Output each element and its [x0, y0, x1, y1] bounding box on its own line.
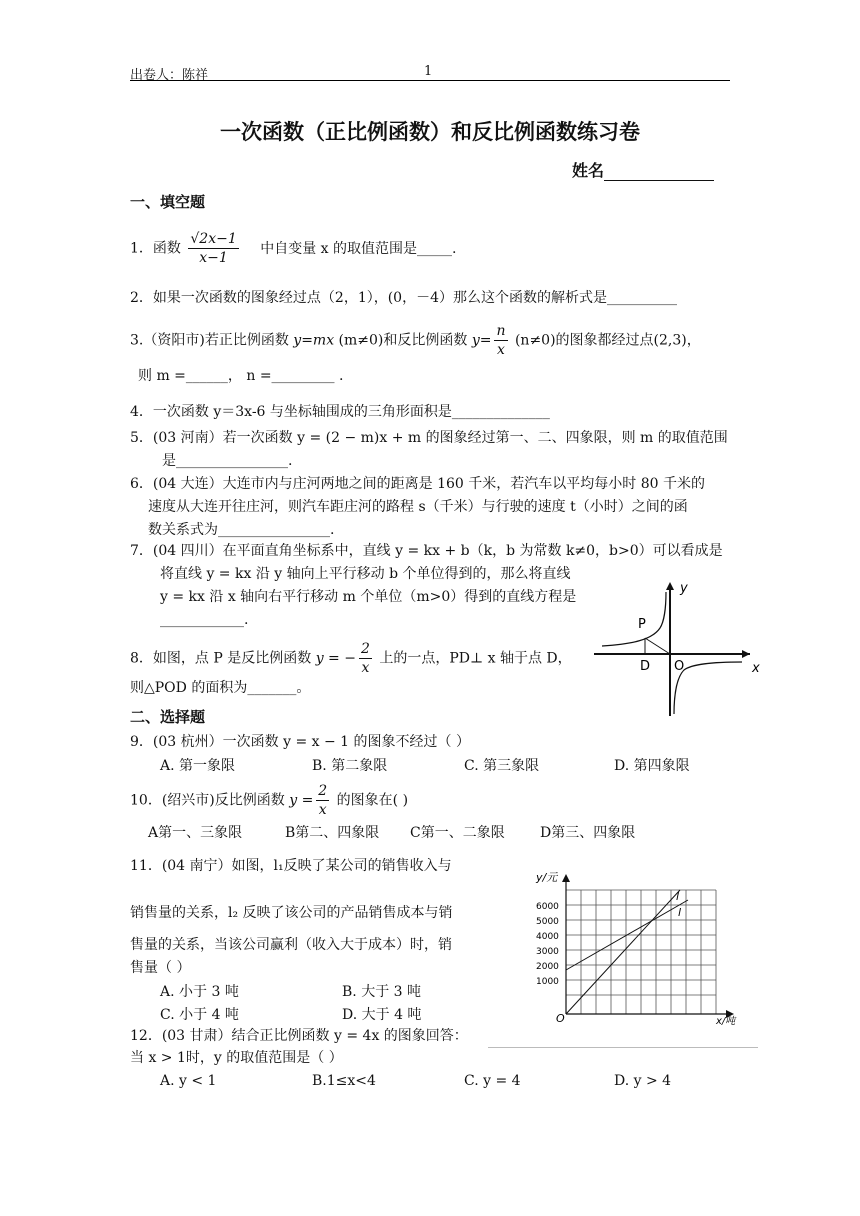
q11-option-c[interactable]: C. 小于 4 吨 [160, 1007, 239, 1023]
q9-option-b[interactable]: B. 第二象限 [312, 758, 388, 774]
label-l1: l [676, 890, 680, 903]
page-title: 一次函数（正比例函数）和反比例函数练习卷 [220, 120, 640, 144]
q3-fraction [494, 322, 507, 359]
q12-option-b[interactable]: B.1≤x<4 [312, 1073, 376, 1089]
q12-option-a[interactable]: A. y < 1 [160, 1073, 217, 1089]
question-8-line2: 则△POD 的面积为_______。 [130, 680, 311, 696]
question-6-line3: 数关系式为________________. [148, 522, 335, 538]
q1-prefix: 1．函数 [130, 240, 181, 257]
label-o: O [674, 659, 685, 674]
name-blank [604, 164, 714, 181]
question-2: 2．如果一次函数的图象经过点（2，1），(0，－4）那么这个函数的解析式是__________ [130, 290, 677, 306]
q10-option-a[interactable]: A第一、三象限 [148, 825, 243, 841]
line-l1 [566, 890, 680, 1014]
q12-option-d[interactable]: D. y > 4 [614, 1073, 672, 1089]
q8-y: y = − [315, 650, 356, 667]
sales-graph-figure [520, 864, 760, 1036]
ytick-4000: 4000 [536, 932, 559, 942]
q8-denominator: x [361, 660, 370, 676]
question-6-line2: 速度从大连开往庄河，则汽车距庄河的路程 s（千米）与行驶的速度 t（小时）之间的函 [148, 499, 688, 515]
question-11-line4: 售量（ ） [130, 960, 191, 976]
name-label: 姓名 [572, 161, 605, 180]
q10-denominator: x [318, 802, 327, 818]
q8-prefix: 8．如图，点 P 是反比例函数 [130, 650, 312, 667]
ytick-1000: 1000 [536, 977, 559, 987]
question-8 [130, 640, 572, 677]
q11-option-a[interactable]: A. 小于 3 吨 [160, 984, 239, 1000]
label-d: D [640, 659, 651, 674]
q10-y: y = [289, 792, 314, 809]
figure-rule [488, 1047, 758, 1048]
q9-option-c[interactable]: C. 第三象限 [464, 758, 540, 774]
label-p: P [638, 617, 646, 632]
q1-suffix: 中自变量 x 的取值范围是_____. [260, 240, 457, 257]
question-4: 4．一次函数 y＝3x-6 与坐标轴围成的三角形面积是______________ [130, 404, 550, 420]
question-12-line2: 当 x > 1时，y 的取值范围是（ ） [130, 1050, 343, 1066]
graph-y-arrow [562, 874, 570, 882]
page-number: 1 [424, 64, 433, 79]
graph-y-label: y/元 [536, 871, 558, 884]
question-3-line2: 则 m =______， n =_________ . [138, 368, 344, 384]
q12-option-c[interactable]: C. y = 4 [464, 1073, 521, 1089]
question-6: 6．(04 大连）大连市内与庄河两地之间的距离是 160 千米，若汽车以平均每小时 80 千米的 [130, 476, 705, 492]
name-field [572, 158, 714, 181]
q3-text-a: 3.（资阳市)若正比例函数 [130, 332, 289, 349]
graph-grid [566, 890, 716, 1014]
q9-option-a[interactable]: A. 第一象限 [160, 758, 236, 774]
question-7-line3: y = kx 沿 x 轴向右平行移动 m 个单位（m>0）得到的直线方程是 [160, 589, 577, 605]
q10-suffix: 的图象在( ) [336, 792, 409, 809]
q10-option-c[interactable]: C第一、二象限 [410, 825, 505, 841]
q8-suffix: 上的一点，PD⊥ x 轴于点 D， [379, 650, 572, 667]
q10-option-d[interactable]: D第三、四象限 [540, 825, 636, 841]
label-x: x [752, 661, 760, 676]
ytick-3000: 3000 [536, 947, 559, 957]
hyperbola-branch-left [602, 592, 666, 646]
section-1-heading: 一、填空题 [130, 193, 206, 211]
question-1 [130, 230, 456, 267]
question-11: 11．(04 南宁）如图，l₁反映了某公司的销售收入与 [130, 858, 452, 874]
q1-denominator: x−1 [199, 250, 228, 266]
q3-y: y= [471, 332, 492, 349]
graph-x-label: x/吨 [716, 1016, 736, 1027]
question-7: 7．(04 四川）在平面直角坐标系中，直线 y = kx + b（k，b 为常数 k≠0，b>0）可以看成是 [130, 543, 723, 559]
ytick-2000: 2000 [536, 962, 559, 972]
q3-text-c: (n≠0)的图象都经过点(2,3)， [514, 332, 701, 349]
hyperbola-figure [592, 578, 762, 718]
question-9: 9．(03 杭州）一次函数 y = x − 1 的图象不经过（ ） [130, 734, 470, 750]
q8-fraction [359, 640, 372, 677]
q3-eq1: y=mx [293, 332, 335, 349]
exam-author: 出卷人：陈祥 [130, 68, 209, 83]
q11-option-d[interactable]: D. 大于 4 吨 [342, 1007, 422, 1023]
q1-fraction [188, 230, 238, 267]
q1-numerator: √2x−1 [190, 231, 237, 247]
label-y: y [680, 581, 688, 596]
q9-option-d[interactable]: D. 第四象限 [614, 758, 690, 774]
question-10 [130, 782, 408, 819]
question-11-line3: 售量的关系，当该公司赢利（收入大于成本）时，销 [130, 937, 452, 953]
question-11-line2: 销售量的关系，l₂ 反映了该公司的产品销售成本与销 [130, 905, 453, 921]
q10-fraction [316, 782, 329, 819]
question-5-line2: 是________________. [162, 453, 293, 469]
header-rule [130, 80, 730, 81]
section-2-heading: 二、选择题 [130, 708, 206, 726]
q11-option-b[interactable]: B. 大于 3 吨 [342, 984, 421, 1000]
q3-numerator: n [496, 323, 506, 339]
q3-text-b: (m≠0)和反比例函数 [338, 332, 468, 349]
question-5: 5．(03 河南）若一次函数 y = (2 − m)x + m 的图象经过第一、二、四象限，则 m 的取值范围 [130, 430, 728, 446]
q10-prefix: 10．(绍兴市)反比例函数 [130, 792, 285, 809]
question-7-line4: ____________. [160, 612, 249, 628]
ytick-5000: 5000 [536, 917, 559, 927]
graph-origin: O [556, 1012, 565, 1025]
question-3 [130, 322, 701, 359]
question-7-line2: 将直线 y = kx 沿 y 轴向上平行移动 b 个单位得到的，那么将直线 [160, 566, 571, 582]
ytick-6000: 6000 [536, 902, 559, 912]
x-axis-arrow [742, 650, 750, 658]
q10-option-b[interactable]: B第二、四象限 [285, 825, 380, 841]
y-axis-arrow [666, 582, 674, 590]
q8-numerator: 2 [360, 641, 370, 657]
q3-denominator: x [497, 342, 505, 358]
po-segment [645, 638, 670, 654]
question-12: 12．(03 甘肃）结合正比例函数 y = 4x 的图象回答： [130, 1028, 468, 1044]
label-l2: l [678, 906, 682, 919]
q10-numerator: 2 [318, 783, 328, 799]
